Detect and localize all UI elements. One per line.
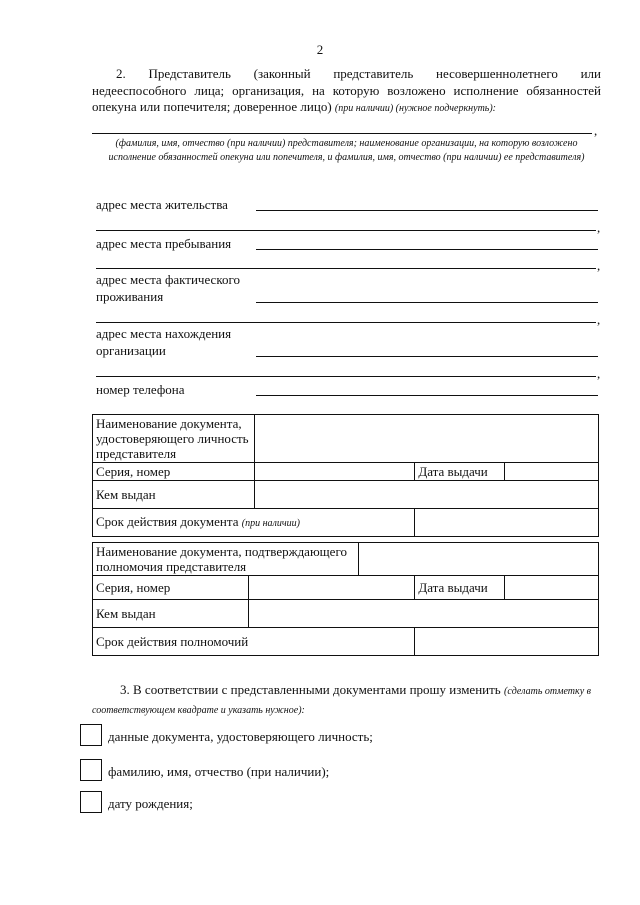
id-series-number-label: Серия, номер (93, 463, 255, 481)
id-validity-field[interactable] (415, 509, 599, 537)
option-full-name-label: фамилию, имя, отчество (при наличии); (108, 764, 330, 779)
org-address-label-1: адрес места нахождения (96, 326, 232, 341)
phone-line[interactable] (256, 395, 598, 396)
id-validity-text: Срок действия документа (96, 514, 239, 529)
residence-line-2[interactable] (96, 230, 596, 231)
residence-line-1[interactable] (256, 210, 598, 211)
residence-label: адрес места жительства (96, 197, 228, 212)
phone-label: номер телефона (96, 382, 185, 397)
option-birth-date-label: дату рождения; (108, 796, 193, 811)
representative-caption: (фамилия, имя, отчество (при наличии) представителя; наименование организации, на которую возложено исполнение обязанностей опекуна или попечителя, и фамилия, имя, отчество (при наличии) ее представителя) (108, 138, 585, 163)
representative-name-line[interactable] (92, 133, 592, 134)
id-issue-date-label: Дата выдачи (415, 463, 505, 481)
authority-issued-by-field[interactable] (248, 600, 598, 628)
id-validity-hint: (при наличии) (241, 518, 301, 529)
id-validity-label (93, 509, 415, 537)
checkbox-birth-date[interactable] (80, 791, 102, 813)
option-id-document-label: данные документа, удостоверяющего личность; (108, 729, 373, 744)
section-2-paragraph (92, 66, 601, 118)
org-address-label-2: организации (96, 343, 166, 358)
org-address-line-2[interactable] (96, 376, 596, 377)
actual-residence-comma: , (597, 312, 601, 327)
section-3-paragraph (92, 681, 601, 719)
org-address-comma: , (597, 366, 601, 381)
authority-document-table (92, 542, 599, 656)
id-doc-name-label: Наименование документа, удостоверяющего личность представителя (93, 415, 255, 463)
authority-doc-name-field[interactable] (358, 543, 598, 576)
authority-issued-by-label: Кем выдан (93, 600, 249, 628)
actual-residence-label-1: адрес места фактического (96, 272, 240, 287)
section-2-hint: (при наличии) (нужное подчеркнуть): (334, 103, 497, 114)
authority-series-number-field[interactable] (248, 576, 415, 600)
section-2-text: 2. Представитель (законный представитель несовершеннолетнего или недееспособного лица; организация, на которую возложено исполнение обязанностей опекуна или попечителя; доверенное лицо) (92, 66, 601, 114)
stay-label: адрес места пребывания (96, 236, 232, 251)
page-number: 2 (316, 42, 324, 57)
authority-validity-label: Срок действия полномочий (93, 628, 415, 656)
id-document-table (92, 414, 599, 537)
authority-issue-date-field[interactable] (505, 576, 599, 600)
actual-residence-line-2[interactable] (96, 322, 596, 323)
representative-name-comma: , (594, 123, 598, 138)
checkbox-full-name[interactable] (80, 759, 102, 781)
id-doc-name-field[interactable] (254, 415, 598, 463)
authority-doc-name-label: Наименование документа, подтверждающего полномочия представителя (93, 543, 359, 576)
actual-residence-line-1[interactable] (256, 302, 598, 303)
id-series-number-field[interactable] (254, 463, 415, 481)
stay-line-2[interactable] (96, 268, 596, 269)
section-3-hint: (сделать отметку в соответствующем квадрате и указать нужное): (92, 686, 591, 716)
actual-residence-label-2: проживания (96, 289, 164, 304)
id-issued-by-field[interactable] (254, 481, 598, 509)
residence-comma: , (597, 220, 601, 235)
checkbox-id-document[interactable] (80, 724, 102, 746)
org-address-line-1[interactable] (256, 356, 598, 357)
stay-line-1[interactable] (256, 249, 598, 250)
stay-comma: , (597, 258, 601, 273)
authority-validity-field[interactable] (415, 628, 599, 656)
authority-issue-date-label: Дата выдачи (415, 576, 505, 600)
authority-series-number-label: Серия, номер (93, 576, 249, 600)
section-3-text: 3. В соответствии с представленными документами прошу изменить (120, 682, 501, 697)
id-issued-by-label: Кем выдан (93, 481, 255, 509)
id-issue-date-field[interactable] (505, 463, 599, 481)
